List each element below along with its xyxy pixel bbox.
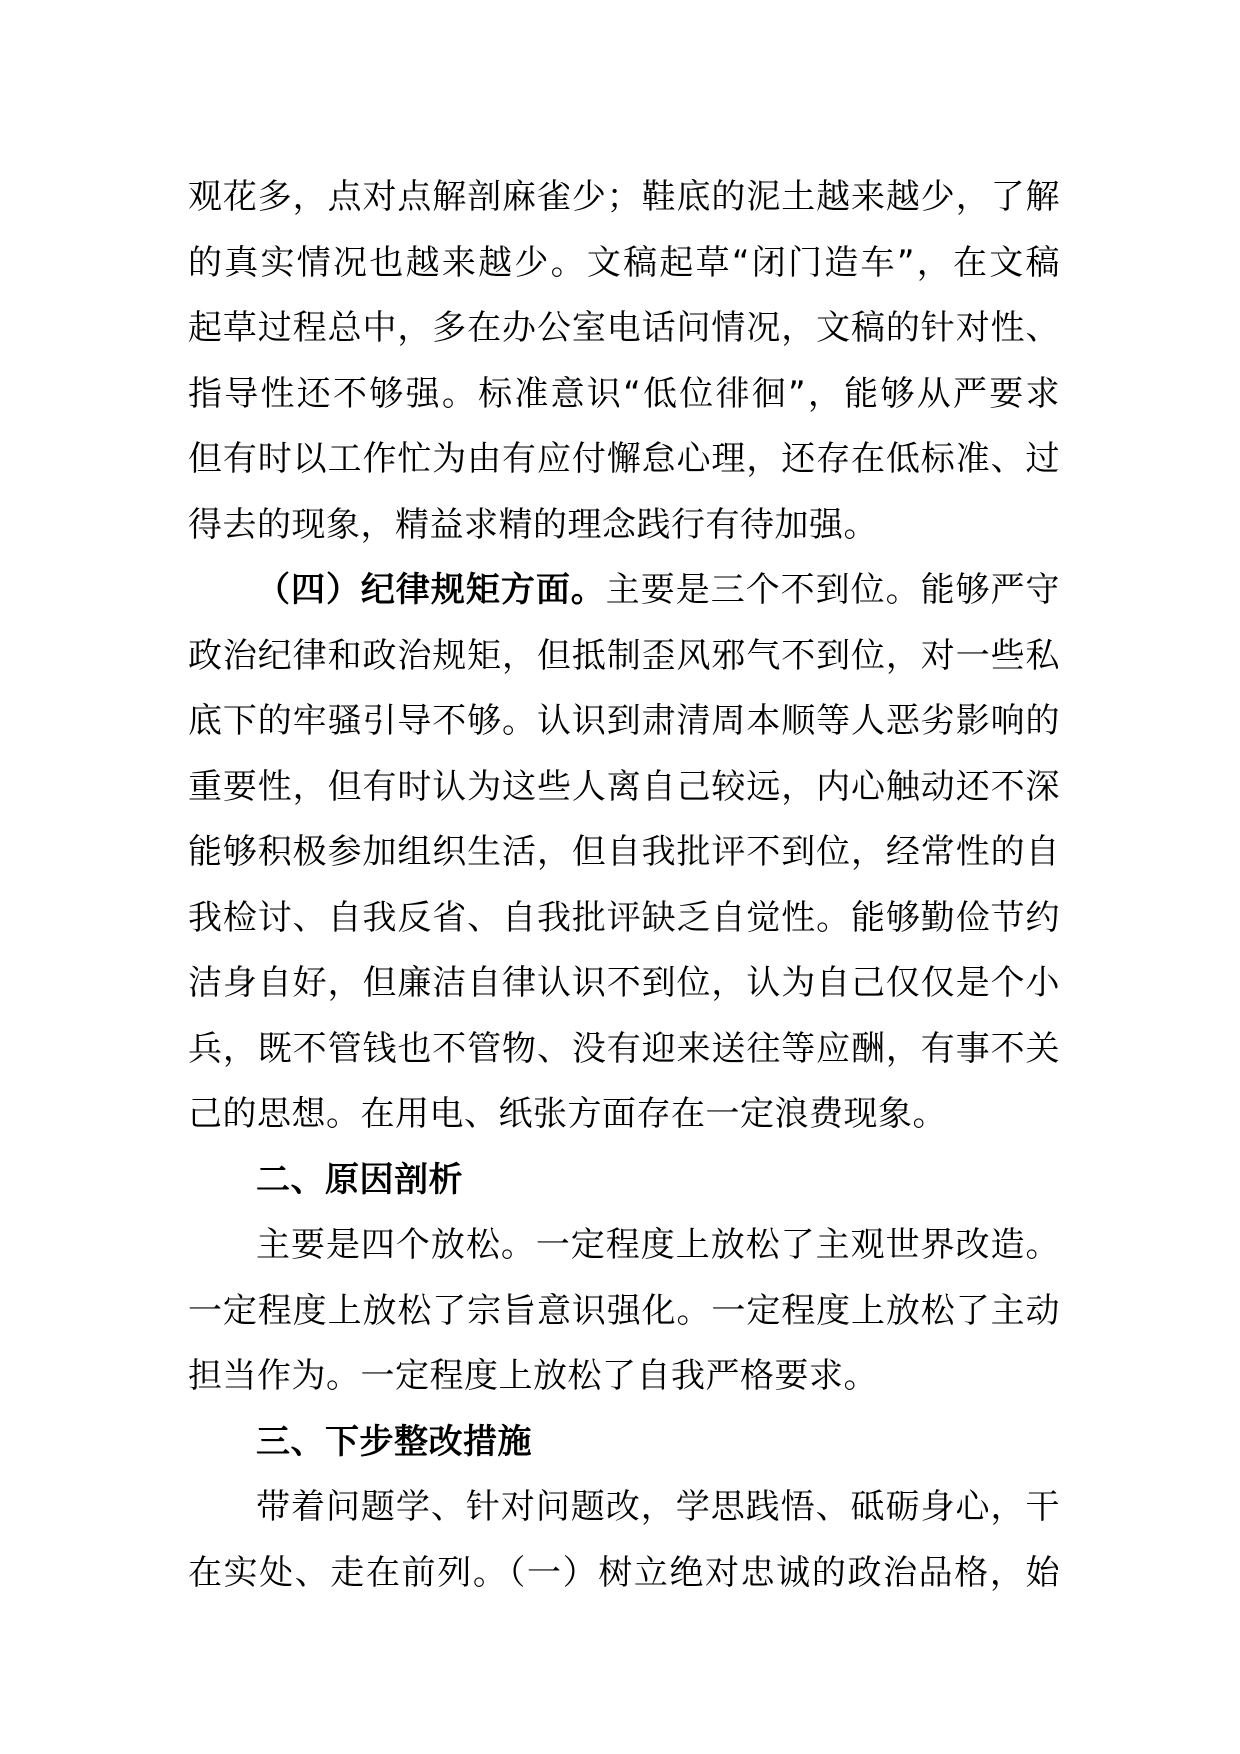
text-line: 观花多，点对点解剖麻雀少；鞋底的泥土越来越少，了解 xyxy=(188,177,1060,217)
text-line: 一定程度上放松了宗旨意识强化。一定程度上放松了主动 xyxy=(188,1290,1060,1331)
text-line: 己的思想。在用电、纸张方面存在一定浪费现象。 xyxy=(188,1094,947,1134)
document-body xyxy=(188,165,1060,1606)
section-two-first-line: 主要是四个放松。一定程度上放松了主观世界改造。 xyxy=(256,1225,1060,1265)
text-line: 洁身自好，但廉洁自律认识不到位，认为自己仅仅是个小 xyxy=(188,963,1060,1003)
text-line: 兵，既不管钱也不管物、没有迎来送往等应酬，有事不关 xyxy=(188,1028,1060,1069)
text-line: 能够积极参加组织生活，但自我批评不到位，经常性的自 xyxy=(188,832,1060,872)
text-line: 政治纪律和政治规矩，但抵制歪风邪气不到位，对一些私 xyxy=(188,635,1060,676)
text-line: 我检讨、自我反省、自我批评缺乏自觉性。能够勤俭节约 xyxy=(188,897,1060,938)
section-four-heading: （四）纪律规矩方面。 xyxy=(256,570,606,610)
text-line: 但有时以工作忙为由有应付懈怠心理，还存在低标准、过 xyxy=(188,439,1060,479)
section-three-heading: 三、下步整改措施 xyxy=(256,1421,532,1462)
section-two-heading: 二、原因剖析 xyxy=(256,1159,463,1200)
text-line: 指导性还不够强。标准意识“低位徘徊”，能够从严要求 xyxy=(188,373,1060,414)
text-line: 的真实情况也越来越少。文稿起草“闭门造车”，在文稿 xyxy=(188,242,1060,283)
section-four-text: 主要是三个不到位。能够严守 xyxy=(605,570,1061,610)
section-four-first-line xyxy=(188,558,1060,624)
text-line: 起草过程总中，多在办公室电话问情况，文稿的针对性、 xyxy=(188,308,1060,348)
text-line: 担当作为。一定程度上放松了自我严格要求。 xyxy=(188,1356,878,1396)
text-line: 在实处、走在前列。（一）树立绝对忠诚的政治品格，始 xyxy=(188,1552,1060,1593)
text-line: 得去的现象，精益求精的理念践行有待加强。 xyxy=(188,504,878,545)
section-three-first-line: 带着问题学、针对问题改，学思践悟、砥砺身心，干 xyxy=(256,1487,1060,1527)
text-line: 底下的牢骚引导不够。认识到肃清周本顺等人恶劣影响的 xyxy=(188,701,1060,741)
text-line: 重要性，但有时认为这些人离自己较远，内心触动还不深 xyxy=(188,766,1060,807)
